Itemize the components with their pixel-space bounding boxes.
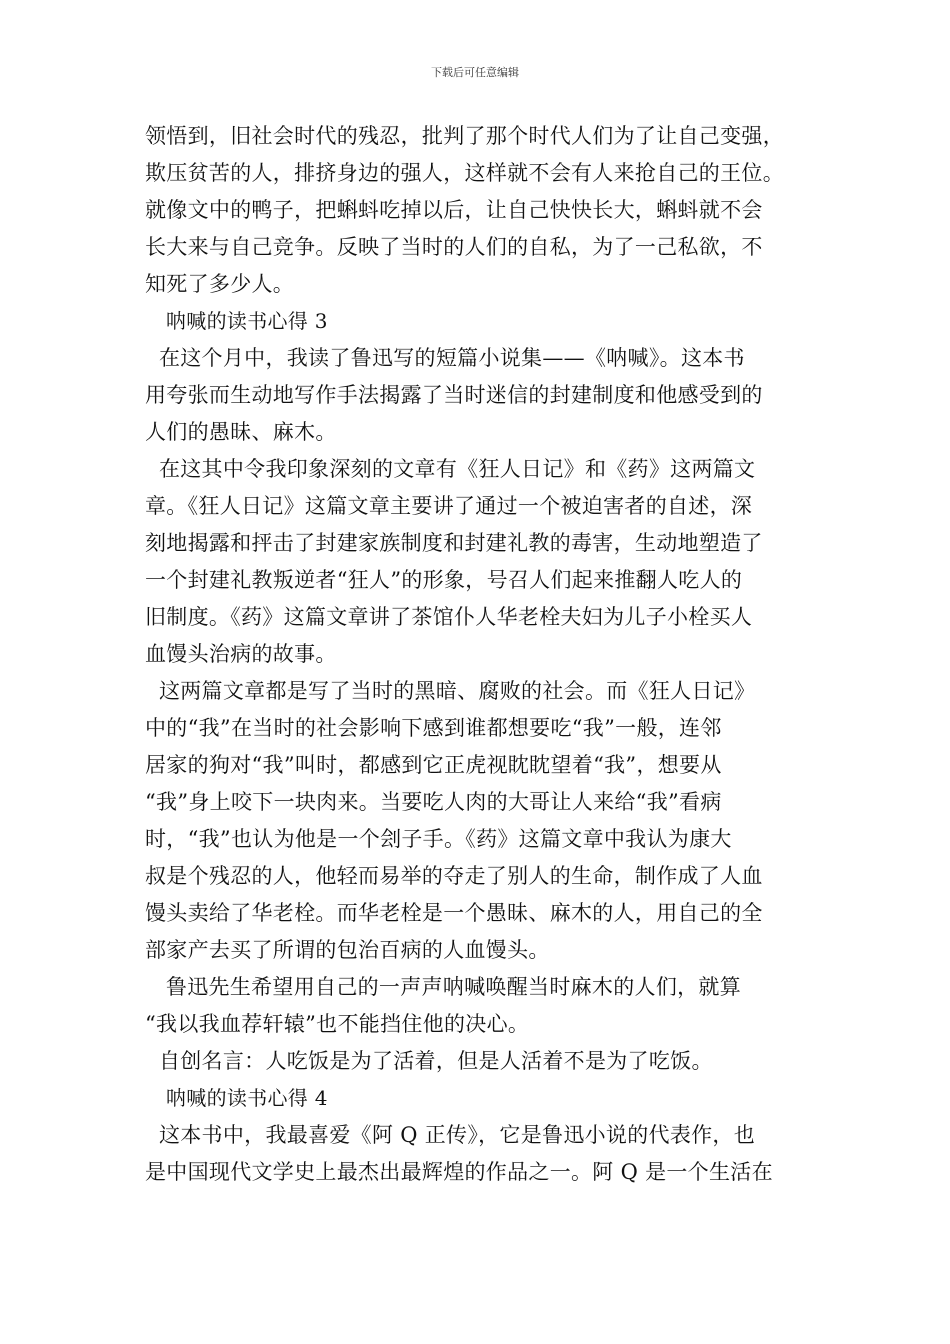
document-body	[145, 118, 825, 1191]
section-heading: 呐喊的读书心得 3	[166, 309, 328, 333]
text-line: “我”身上咬下一块肉来。当要吃人肉的大哥让人来给“我”看病	[145, 790, 722, 814]
text-line: 馒头卖给了华老栓。而华老栓是一个愚昧、麻木的人，用自己的全	[145, 901, 763, 925]
text-line: 中的“我”在当时的社会影响下感到谁都想要吃“我”一般，连邻	[145, 716, 722, 740]
text-line: 这本书中，我最喜爱《阿 Q 正传》，它是鲁迅小说的代表作，也	[145, 1123, 756, 1147]
text-line: 这两篇文章都是写了当时的黑暗、腐败的社会。而《狂人日记》	[145, 679, 756, 703]
text-line: 时，“我”也认为他是一个刽子手。《药》这篇文章中我认为康大	[145, 827, 732, 851]
page-header: 下载后可任意编辑	[431, 66, 519, 79]
text-line: 长大来与自己竞争。反映了当时的人们的自私，为了一己私欲，不	[145, 235, 763, 259]
text-line: 自创名言：人吃饭是为了活着，但是人活着不是为了吃饭。	[145, 1049, 713, 1073]
text-line: 在这其中令我印象深刻的文章有《狂人日记》和《药》这两篇文	[145, 457, 756, 481]
text-line: 是中国现代文学史上最杰出最辉煌的作品之一。阿 Q 是一个生活在	[145, 1160, 773, 1184]
text-line: 鲁迅先生希望用自己的一声声呐喊唤醒当时麻木的人们，就算	[145, 975, 742, 999]
text-line: 血馒头治病的故事。	[145, 642, 337, 666]
text-line: 用夸张而生动地写作手法揭露了当时迷信的封建制度和他感受到的	[145, 383, 763, 407]
text-line: 就像文中的鸭子，把蝌蚪吃掉以后，让自己快快长大，蝌蚪就不会	[145, 198, 763, 222]
text-line: 人们的愚昧、麻木。	[145, 420, 337, 444]
section-heading: 呐喊的读书心得 4	[166, 1086, 328, 1110]
text-line: 刻地揭露和抨击了封建家族制度和封建礼教的毒害，生动地塑造了	[145, 531, 763, 555]
text-line: 欺压贫苦的人，排挤身边的强人，这样就不会有人来抢自己的王位。	[145, 161, 784, 185]
text-line: 知死了多少人。	[145, 272, 295, 296]
text-line: 旧制度。《药》这篇文章讲了茶馆仆人华老栓夫妇为儿子小栓买人	[145, 605, 753, 629]
text-line: “我以我血荐轩辕”也不能挡住他的决心。	[145, 1012, 530, 1036]
text-line: 在这个月中，我读了鲁迅写的短篇小说集——《呐喊》。这本书	[145, 346, 745, 370]
text-line: 一个封建礼教叛逆者“狂人”的形象，号召人们起来推翻人吃人的	[145, 568, 743, 592]
text-line: 叔是个残忍的人，他轻而易举的夺走了别人的生命，制作成了人血	[145, 864, 763, 888]
text-line: 章。《狂人日记》这篇文章主要讲了通过一个被迫害者的自述，深	[145, 494, 753, 518]
text-line: 领悟到，旧社会时代的残忍，批判了那个时代人们为了让自己变强，	[145, 124, 784, 148]
text-line: 部家产去买了所谓的包治百病的人血馒头。	[145, 938, 550, 962]
text-line: 居家的狗对“我”叫时，都感到它正虎视眈眈望着“我”，想要从	[145, 753, 722, 777]
